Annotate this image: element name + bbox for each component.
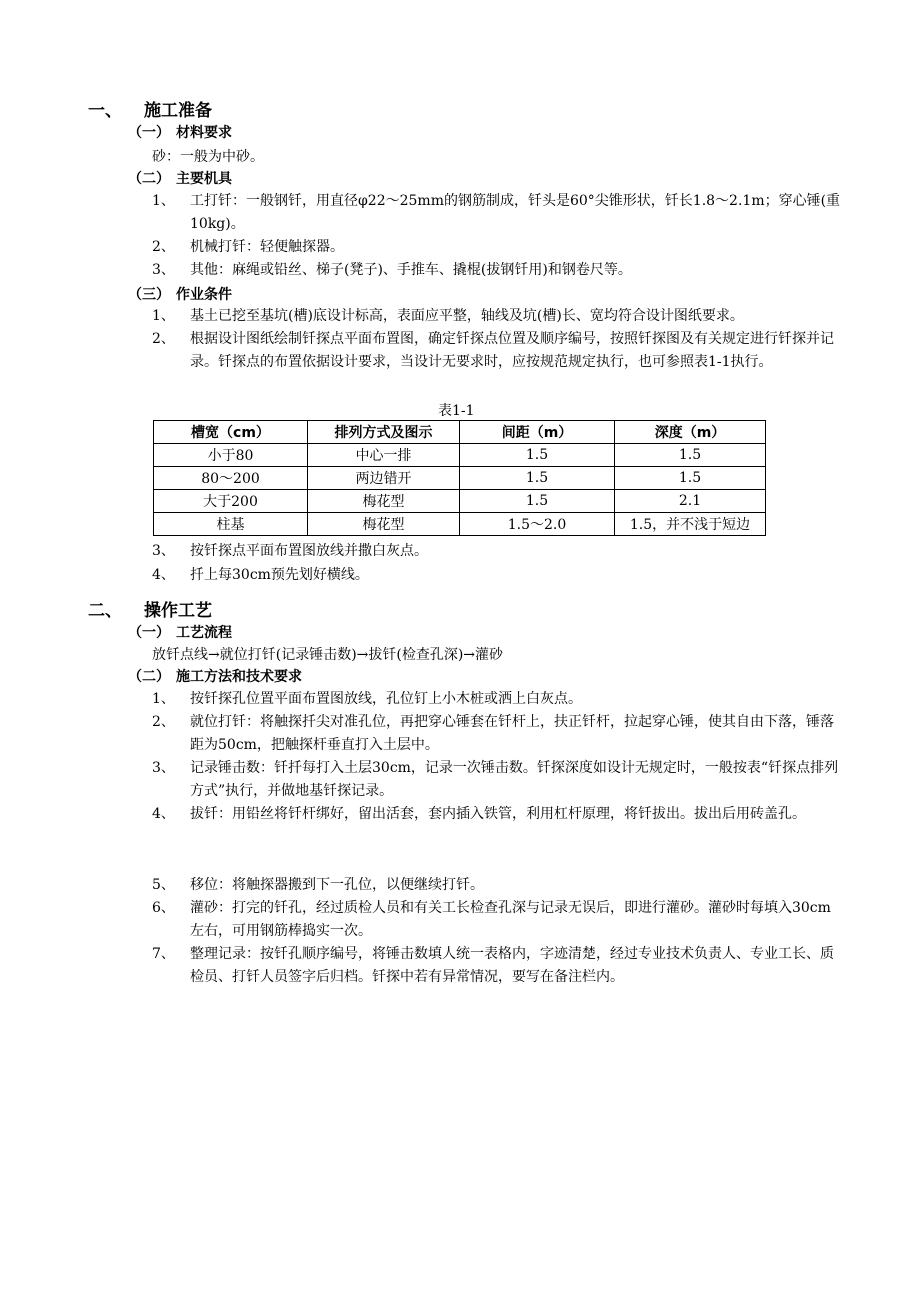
list-number: 1、 xyxy=(152,691,175,707)
list-item xyxy=(152,874,842,897)
section-heading xyxy=(88,596,212,621)
list-text: 按钎探点平面布置图放线并撒白灰点。 xyxy=(190,543,428,559)
section-number: 一、 xyxy=(88,101,122,121)
section-number: 二、 xyxy=(88,601,122,621)
table-header-cell: 间距（m） xyxy=(460,421,615,444)
section-title: 施工准备 xyxy=(144,101,212,121)
table-header-cell: 深度（m） xyxy=(615,421,766,444)
list-number: 3、 xyxy=(152,760,175,776)
list-text: 按钎探孔位置平面布置图放线，孔位钉上小木桩或洒上白灰点。 xyxy=(190,691,582,707)
subsection-heading xyxy=(128,284,232,304)
list-item xyxy=(152,803,842,826)
subsection-heading xyxy=(128,666,302,686)
subsection-heading xyxy=(128,622,232,642)
list-number: 7、 xyxy=(152,946,175,962)
list-item xyxy=(152,943,842,989)
list-number: 2、 xyxy=(152,331,175,347)
table-cell: 1.5 xyxy=(615,467,766,490)
process-flow: 放钎点线→就位打钎(记录锤击数)→拔钎(检查孔深)→灌砂 xyxy=(152,647,504,663)
list-text: 灌砂：打完的钎孔，经过质检人员和有关工长检查孔深与记录无误后，即进行灌砂。灌砂时每填入30cm左右，可用钢筋棒捣实一次。 xyxy=(190,900,831,939)
list-number: 1、 xyxy=(152,308,175,324)
list-number: 3、 xyxy=(152,543,175,559)
subsection-number: （一） xyxy=(128,625,170,641)
list-text: 整理记录：按钎孔顺序编号，将锤击数填人统一表格内，字迹清楚，经过专业技术负责人、专业工长、质检员、打钎人员签字后归档。钎探中若有异常情况，要写在备注栏内。 xyxy=(190,946,834,985)
table-cell: 中心一排 xyxy=(308,444,460,467)
table-row xyxy=(154,467,766,490)
table-header-row xyxy=(154,421,766,444)
list-item xyxy=(152,757,842,803)
list-text: 其他：麻绳或铅丝、梯子(凳子)、手推车、撬棍(拔钢钎用)和钢卷尺等。 xyxy=(190,262,632,278)
subsection-number: （二） xyxy=(128,669,170,685)
list-item xyxy=(152,897,842,943)
table-cell: 梅花型 xyxy=(308,513,460,536)
table-header-cell: 排列方式及图示 xyxy=(308,421,460,444)
table-cell: 柱基 xyxy=(154,513,308,536)
list-item xyxy=(152,688,842,711)
list-text: 基土已挖至基坑(槽)底设计标高，表面应平整，轴线及坑(槽)长、宽均符合设计图纸要求。 xyxy=(190,308,744,324)
paragraph: 砂：一般为中砂。 xyxy=(152,149,264,165)
list-number: 6、 xyxy=(152,900,175,916)
table-header-cell: 槽宽（cm） xyxy=(154,421,308,444)
subsection-title: 作业条件 xyxy=(176,287,232,303)
spacing-table xyxy=(153,420,766,536)
list-item xyxy=(152,259,842,282)
subsection-title: 主要机具 xyxy=(176,171,232,187)
section-heading xyxy=(88,96,212,121)
list-number: 2、 xyxy=(152,714,175,730)
table-cell: 1.5 xyxy=(615,444,766,467)
list-item xyxy=(152,564,842,587)
table-cell: 1.5 xyxy=(460,467,615,490)
list-item xyxy=(152,328,842,374)
table-cell: 1.5，并不浅于短边 xyxy=(615,513,766,536)
table-cell: 1.5～2.0 xyxy=(460,513,615,536)
list-item xyxy=(152,190,842,236)
list-number: 2、 xyxy=(152,239,175,255)
list-number: 4、 xyxy=(152,806,175,822)
table-cell: 小于80 xyxy=(154,444,308,467)
table-row xyxy=(154,490,766,513)
subsection-title: 材料要求 xyxy=(176,125,232,141)
list-number: 4、 xyxy=(152,567,175,583)
subsection-number: （一） xyxy=(128,125,170,141)
table-cell: 80～200 xyxy=(154,467,308,490)
list-text: 机械打钎：轻便触探器。 xyxy=(190,239,344,255)
list-item xyxy=(152,540,842,563)
table-cell: 1.5 xyxy=(460,490,615,513)
subsection-heading xyxy=(128,122,232,142)
subsection-number: （二） xyxy=(128,171,170,187)
list-text: 记录锤击数：钎扦每打入土层30cm，记录一次锤击数。钎探深度如设计无规定时，一般按表“钎探点排列方式”执行，并做地基钎探记录。 xyxy=(190,760,839,799)
list-text: 就位打钎：将触探扦尖对准孔位，再把穿心锤套在钎杆上，扶正钎杆，拉起穿心锤，使其自由下落，锤落距为50cm，把触探杆垂直打入土层中。 xyxy=(190,714,834,753)
list-number: 1、 xyxy=(152,193,175,209)
table-cell: 两边错开 xyxy=(308,467,460,490)
table-cell: 梅花型 xyxy=(308,490,460,513)
table-row xyxy=(154,444,766,467)
list-text: 根据设计图纸绘制钎探点平面布置图，确定钎探点位置及顺序编号，按照钎探图及有关规定进行钎探并记录。钎探点的布置依据设计要求，当设计无要求时，应按规范规定执行，也可参照表1-1执行。 xyxy=(190,331,834,370)
subsection-title: 工艺流程 xyxy=(176,625,232,641)
list-number: 3、 xyxy=(152,262,175,278)
table-cell: 2.1 xyxy=(615,490,766,513)
subsection-title: 施工方法和技术要求 xyxy=(176,669,302,685)
list-text: 工打钎：一般钢钎，用直径φ22～25mm的钢筋制成，钎头是60°尖锥形状，钎长1.8～2.1m；穿心锤(重10kg)。 xyxy=(190,193,841,232)
table-row xyxy=(154,513,766,536)
subsection-heading xyxy=(128,168,232,188)
list-text: 拔钎：用铅丝将钎杆绑好，留出活套，套内插入铁管，利用杠杆原理，将钎拔出。拔出后用砖盖孔。 xyxy=(190,806,806,822)
list-number: 5、 xyxy=(152,877,175,893)
table-cell: 大于200 xyxy=(154,490,308,513)
table-cell: 1.5 xyxy=(460,444,615,467)
list-item xyxy=(152,305,842,328)
table-caption: 表1-1 xyxy=(438,403,475,419)
list-text: 移位：将触探器搬到下一孔位，以便继续打钎。 xyxy=(190,877,484,893)
list-text: 扦上每30cm预先划好横线。 xyxy=(190,567,369,583)
section-title: 操作工艺 xyxy=(144,601,212,621)
list-item xyxy=(152,711,842,757)
list-item xyxy=(152,236,842,259)
subsection-number: （三） xyxy=(128,287,170,303)
